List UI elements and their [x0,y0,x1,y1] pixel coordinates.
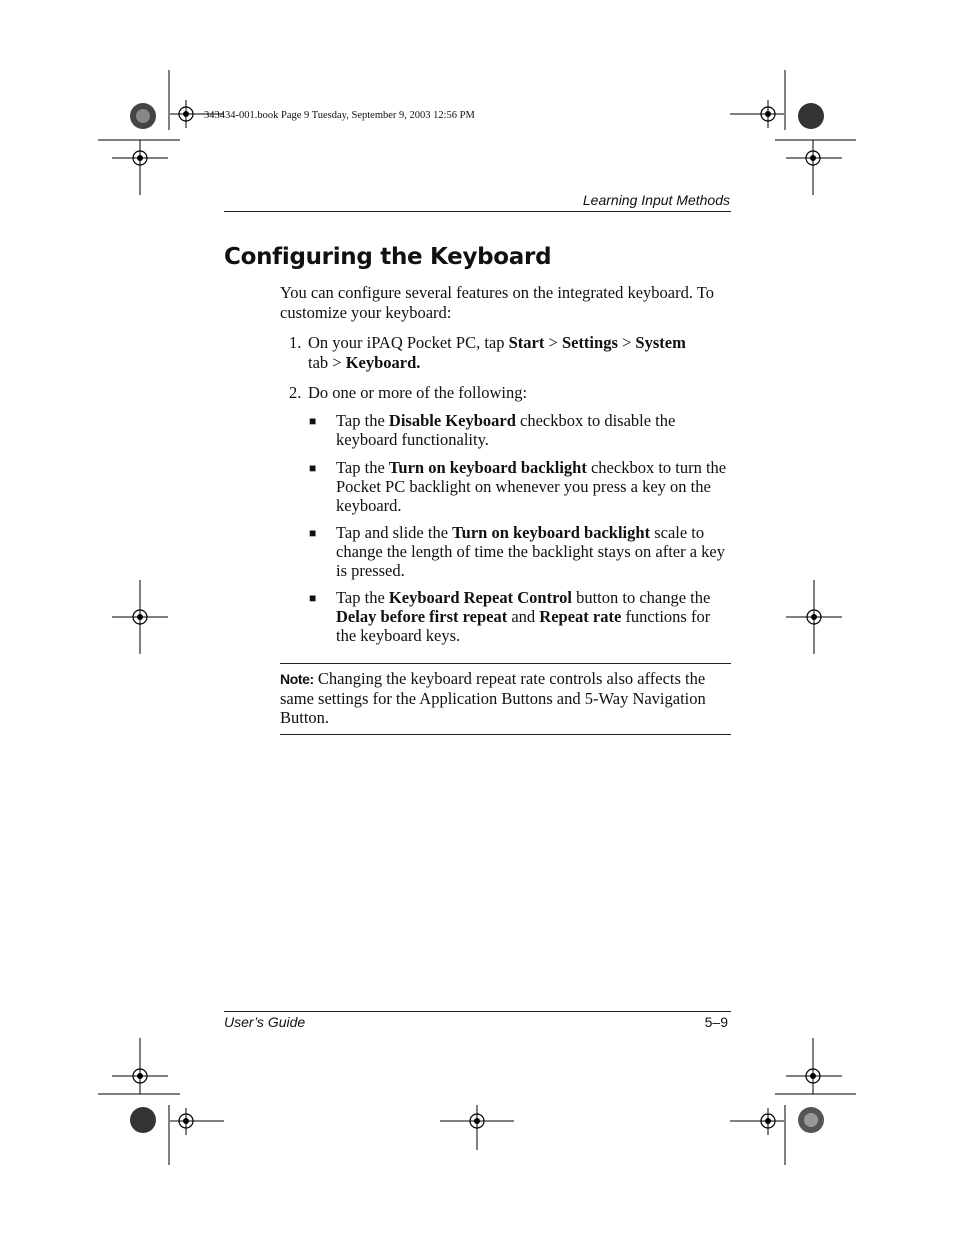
footer-left: User’s Guide [224,1014,306,1030]
step-2-text: Do one or more of the following: [308,383,528,402]
note-text: Changing the keyboard repeat rate controls also affects the same settings for the Application Buttons and 5-Way Navigation Button. [280,669,706,727]
note-bottom-rule [280,734,731,735]
bullet-bold: Delay before first repeat [336,607,508,626]
bullet-item [336,523,732,580]
bullet-bold: Turn on keyboard backlight [388,458,587,477]
page-number: 5–9 [704,1014,728,1030]
intro-paragraph: You can configure several features on the integrated keyboard. To customize your keyboard: [280,283,714,322]
bullet-text: checkbox to turn the Pocket PC backlight on whenever you press a key on the keyboard. [336,458,727,515]
step-1 [289,333,732,373]
bullet-bold: Repeat rate [539,607,622,626]
start-label: Start [508,333,545,352]
bullet-text: Tap the [336,411,389,430]
bullet-item [336,588,732,645]
step-2-number: 2. [289,383,302,402]
bullet-marker: ■ [309,461,317,475]
bullet-text: scale to change the length of time the backlight stays on after a key is pressed. [336,523,725,580]
header-rule [224,211,731,212]
bullet-item [336,458,732,515]
bullet-marker: ■ [309,591,317,605]
bullet-text: functions for the keyboard keys. [336,607,711,645]
bullet-marker: ■ [309,414,317,428]
separator: > [617,333,636,352]
bullet-text: checkbox to disable the keyboard functionality. [336,411,676,449]
bullet-bold: Keyboard Repeat Control [388,588,572,607]
bullet-text: Tap and slide the [336,523,453,542]
running-head: Learning Input Methods [582,192,730,208]
note-top-rule [280,663,731,664]
bullet-marker: ■ [309,526,317,540]
keyboard-label: Keyboard. [345,353,421,372]
bullet-bold: Turn on keyboard backlight [452,523,651,542]
tab-text: tab > [308,353,346,372]
step-1-text: On your iPAQ Pocket PC, tap [308,333,509,352]
note-box [280,669,732,727]
step-2 [289,383,732,403]
bullet-item [336,411,732,449]
system-label: System [635,333,686,352]
bullet-text: button to change the [571,588,711,607]
bullet-text: Tap the [336,458,389,477]
note-label: Note: [280,671,314,687]
page-title: Configuring the Keyboard [224,244,552,270]
settings-label: Settings [561,333,618,352]
bullet-text: Tap the [336,588,389,607]
bullet-text: and [507,607,540,626]
print-info: 343434-001.book Page 9 Tuesday, September 9, 2003 12:56 PM [204,110,475,121]
bullet-bold: Disable Keyboard [388,411,516,430]
separator: > [544,333,562,352]
step-1-number: 1. [289,333,302,352]
footer-rule [224,1011,731,1012]
